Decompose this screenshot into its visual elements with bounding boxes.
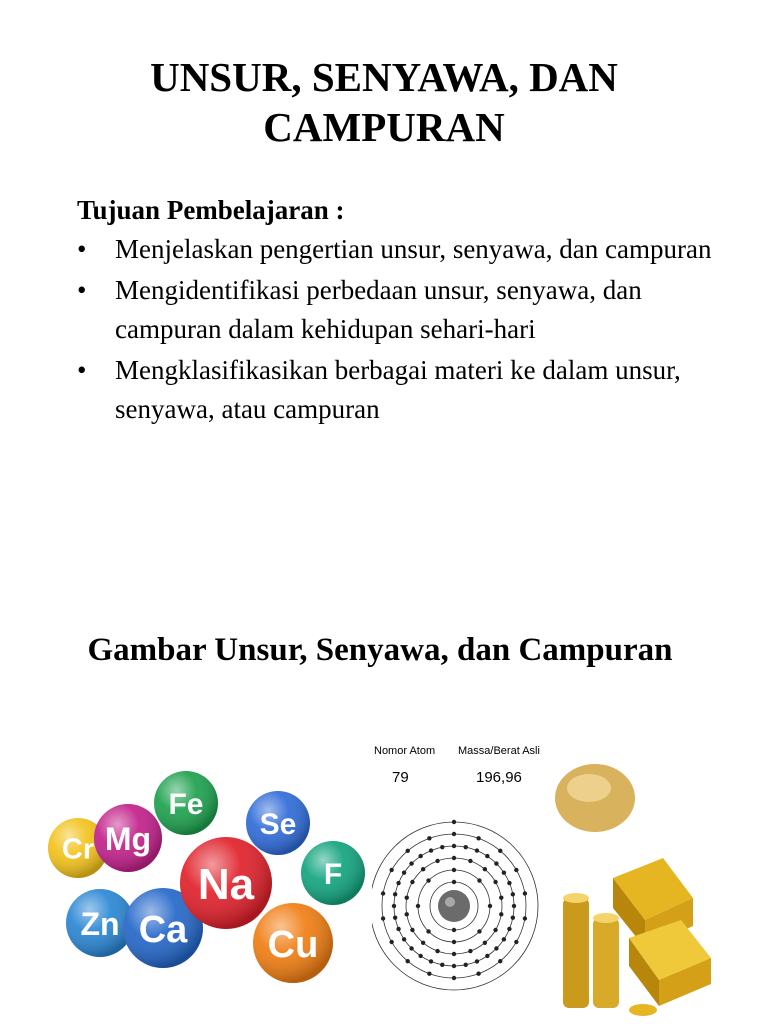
electron (426, 929, 430, 933)
coin-top (563, 893, 589, 903)
electron (435, 949, 439, 953)
electron (494, 946, 498, 950)
electron (418, 954, 422, 958)
element-symbol: Se (259, 808, 297, 842)
electron (452, 952, 456, 956)
electron (418, 854, 422, 858)
element-ball-f (301, 841, 365, 905)
electron (393, 892, 397, 896)
electron (476, 971, 480, 975)
objective-text: Mengidentifikasi perbedaan unsur, senyawa, dan campuran dalam kehidupan sehari-hari (115, 275, 642, 344)
electron (389, 940, 393, 944)
electron (475, 959, 479, 963)
gold-bars-image (553, 748, 713, 1024)
electron (493, 880, 497, 884)
electron (452, 928, 456, 932)
electron (396, 927, 400, 931)
electron (485, 854, 489, 858)
objective-text: Menjelaskan pengertian unsur, senyawa, dan campuran (115, 234, 712, 264)
title-line-2: CAMPURAN (263, 104, 505, 150)
element-ball-na (180, 837, 272, 929)
electron (426, 878, 430, 882)
electron (452, 880, 456, 884)
element-symbol: Cu (267, 924, 319, 966)
objectives-heading: Tujuan Pembelajaran : (77, 195, 345, 225)
electron (452, 940, 456, 944)
electron (507, 881, 511, 885)
electron (507, 927, 511, 931)
electron (502, 937, 506, 941)
element-ball-mg (94, 804, 162, 872)
image-gallery (48, 698, 738, 1024)
electron (523, 891, 527, 895)
electron (405, 895, 409, 899)
electron (405, 912, 409, 916)
electron (440, 845, 444, 849)
electron (483, 867, 487, 871)
nucleus (438, 890, 470, 922)
bullet-icon: • (77, 275, 87, 305)
electron (435, 859, 439, 863)
electron (406, 849, 410, 853)
element-symbol: F (323, 858, 343, 892)
electron (429, 959, 433, 963)
atomic-number-label: Nomor Atom (374, 745, 436, 757)
electron (493, 928, 497, 932)
electron (389, 868, 393, 872)
electron (381, 916, 385, 920)
electron (452, 976, 456, 980)
electron (409, 946, 413, 950)
electron (485, 954, 489, 958)
electron (475, 848, 479, 852)
electron (499, 912, 503, 916)
coin-top-2 (593, 913, 619, 923)
electron (511, 892, 515, 896)
electron (502, 870, 506, 874)
electron (440, 963, 444, 967)
electron (464, 845, 468, 849)
electron (499, 895, 503, 899)
electron (468, 949, 472, 953)
element-ball-se (246, 791, 310, 855)
objectives-list (77, 230, 717, 429)
loose-coin (629, 1004, 657, 1016)
electron (511, 916, 515, 920)
element-symbol: Na (197, 860, 255, 910)
electron (523, 916, 527, 920)
electron (416, 904, 420, 908)
electron (498, 959, 502, 963)
electron (421, 867, 425, 871)
electron (477, 878, 481, 882)
electron (468, 859, 472, 863)
electron (452, 856, 456, 860)
element-symbol: Ca (138, 909, 188, 951)
electron (464, 963, 468, 967)
objective-item (77, 271, 717, 349)
nucleus-highlight (445, 897, 455, 907)
element-symbol: Fe (168, 788, 204, 822)
element-ball-cu (253, 903, 333, 983)
electron (396, 881, 400, 885)
electron (512, 904, 516, 908)
element-symbol: Cr (61, 833, 95, 866)
objective-item (77, 230, 717, 269)
objective-item (77, 351, 717, 429)
electron (488, 904, 492, 908)
electron (429, 848, 433, 852)
electron (476, 836, 480, 840)
electron (452, 868, 456, 872)
gold-atom-model-image (372, 734, 542, 1024)
learning-objectives (77, 192, 717, 431)
electron (392, 904, 396, 908)
gold-bars-and-coins-icon (555, 764, 711, 1016)
electron (494, 861, 498, 865)
element-ball-fe (154, 771, 218, 835)
slide-title (40, 52, 728, 152)
electron (477, 929, 481, 933)
element-symbol: Mg (104, 820, 152, 857)
section-heading: Gambar Unsur, Senyawa, dan Campuran (87, 632, 673, 668)
electron (452, 964, 456, 968)
electron (402, 937, 406, 941)
electron (402, 870, 406, 874)
coin-stack (563, 898, 589, 1008)
electron (410, 880, 414, 884)
electron (421, 941, 425, 945)
element-symbol: Zn (80, 905, 120, 942)
electron (406, 959, 410, 963)
electron (452, 844, 456, 848)
electron (393, 916, 397, 920)
bullet-icon: • (77, 355, 87, 385)
electron (498, 849, 502, 853)
bullet-icon: • (77, 234, 87, 264)
electron (514, 940, 518, 944)
objective-text: Mengklasifikasikan berbagai materi ke dalam unsur, senyawa, atau campuran (115, 355, 681, 424)
title-line-1: UNSUR, SENYAWA, DAN (150, 54, 618, 100)
electron (427, 971, 431, 975)
electron (452, 820, 456, 824)
electron (514, 868, 518, 872)
electron (410, 928, 414, 932)
electron (483, 941, 487, 945)
atomic-number-value: 79 (392, 769, 409, 786)
electron (427, 836, 431, 840)
atomic-mass-value: 196,96 (476, 769, 522, 786)
atomic-mass-label: Massa/Berat Asli (458, 745, 540, 757)
gold-dust-highlight (567, 774, 611, 802)
element-balls-image (48, 698, 368, 1024)
electron (409, 861, 413, 865)
electron (452, 832, 456, 836)
electron (381, 891, 385, 895)
coin-stack-2 (593, 918, 619, 1008)
